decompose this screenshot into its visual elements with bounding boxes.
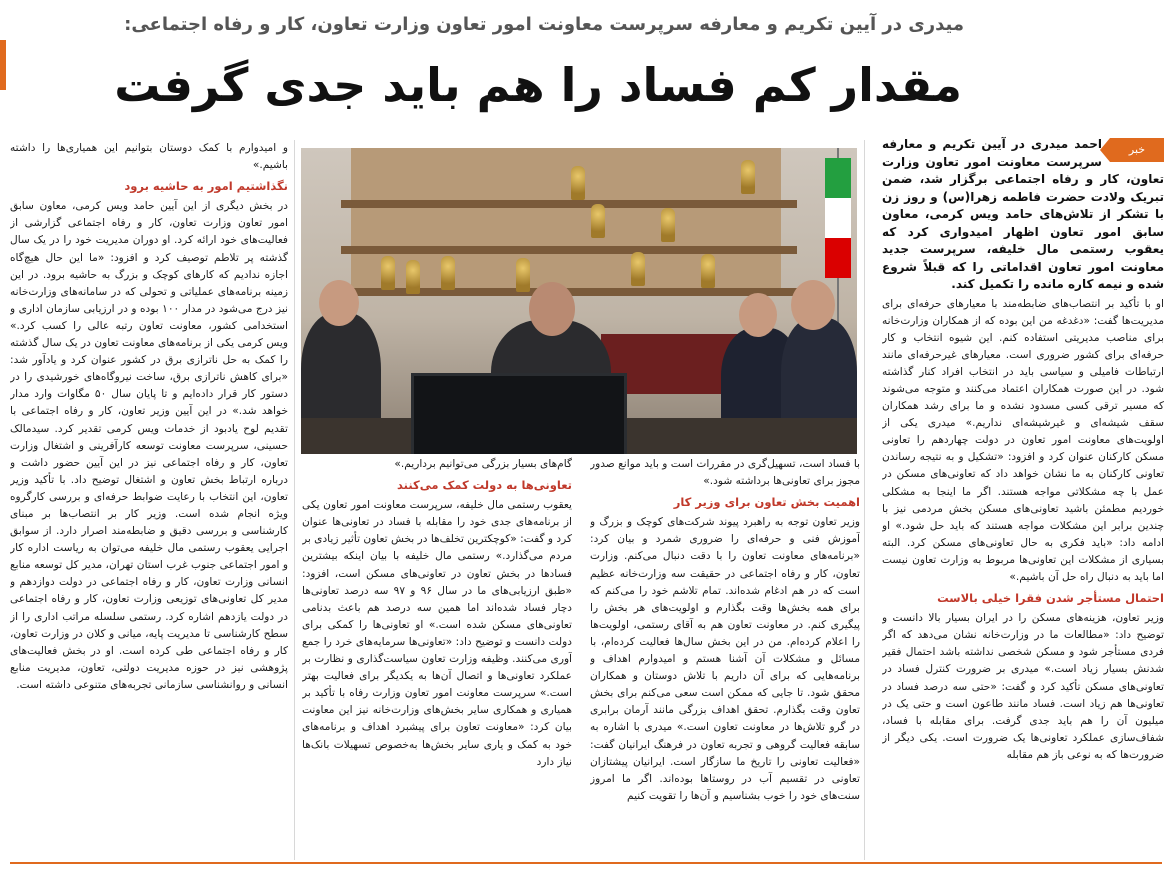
paragraph: او با تأکید بر انتصاب‌های ضابطه‌مند با معیارهای حرفه‌ای برای مدیریت‌ها گفت: «دغدغه من این بوده که از همکاران وزارت‌خانه برای مناصب مدیریتی استفاده کنم. این شیوه انتخاب و کار حرفه‌ای برای کشور ضروری است. معیارهای غیرحرفه‌ای مانند ارتباطات فامیلی و سیاسی باید در انتخاب افراد کنار گذاشته شود. در این صورت همکاران اعتماد می‌کنند و متوجه می‌شوند که مسیر ترقی کسی مسدود نشده و ما برای رشد همکاران سقف شیشه‌ای و غیرشیشه‌ای نداریم.» میدری یکی از اولویت‌های معاونت امور تعاون در دولت چهاردهم را تعاونی مسکن کارکنان عنوان کرد و افزود: «تشکیل و به نتیجه رساندن تعاونی کارکنان به ما نشان خواهد داد که تعاونی‌های مسکن در عمل با چه مشکلاتی مواجه هستند. اگر ما اینجا به مشکلی خوردیم مطمئن باشید تعاونی‌های مسکن بخش مردمی نیز با چندین برابر این مشکلات مواجه هستند که باید حل شود.» او ادامه داد: «باید فکری به حال تعاونی‌های مسکن کرد. البته بسیاری از مشکلات این تعاونی‌ها مربوط به وزارت تعاون نیست اما باید به دنبال راه حل آن باشیم.» [882,297,1164,583]
trophy [571,166,585,200]
paragraph: گام‌های بسیار بزرگی می‌توانیم برداریم.» [394,458,572,470]
paragraph: با فساد است، تسهیل‌گری در مقررات است و باید موانع صدور مجوز برای تعاونی‌ها برداشته شود.» [590,458,860,488]
headline: مقدار کم فساد را هم باید جدی گرفت [114,58,962,112]
article-column-mid-right [590,456,860,858]
trophy [591,204,605,238]
article-column-mid-left [302,456,572,858]
trophy [701,254,715,288]
paragraph: در بخش دیگری از این آیین حامد ویس کرمی، معاون سابق امور تعاون وزارت تعاون، کار و رفاه اجتماعی گزارشی از فعالیت‌های خود ارائه کرد. او دوران مدیریت خود را در یک سال گذشته پر تلاطم توصیف کرد و افزود: «ما این حال هیچ‌گاه اجازه ندادیم که کارهای کوچک و بزرگ به حاشیه برود. در این زمینه برنامه‌های عملیاتی و تحولی که در سامانه‌های وزارت‌خانه نیز درج می‌شود در مدار ۱۰۰ بوده و در ارزیابی سازمان اداری و استخدامی کشور، معاونت تعاون رتبه عالی را کسب کرد.» ویس کرمی یکی از برنامه‌های معاونت تعاون در یک سال گذشته را کمک به حل ناترازی برق در کشور عنوان کرد و یادآور شد: «برای کاهش ناترازی برق، ساخت نیروگاه‌های خورشیدی را در دستور کار قرار داده‌ایم و تا پایان سال ۵۰ مگاوات وارد مدار خواهد شد.» در این آیین وزیر تعاون، کار و رفاه اجتماعی با تقدیم لوح یادبود از خدمات ویس کرمی تقدیر کرد. سیدمالک حسینی، سرپرست معاونت توسعه کارآفرینی و اشتغال وزارت تعاون، کار و رفاه اجتماعی نیز در این آیین حضور داشت و درباره ارتباط بخش تعاون و اشتغال توضیح داد. با تأکید وزیر تعاون، این انتخاب با رعایت ضوابط حرفه‌ای و بررسی کارگروه ویژه انجام شده است. وزیر کار بر انتصاب‌ها بر مبنای کارشناسی و بررسی دقیق و ضابطه‌مند اصرار دارد. از سوابق اجرایی یعقوب رستمی مال خلیفه می‌توان به ریاست اداره کار و امور اجتماعی جنوب غرب استان تهران، مدیر کل توسعه منابع انسانی وزارت تعاون، کار و رفاه اجتماعی در دولت دوازدهم و مدیر کل تعاونی‌های توزیعی وزارت تعاون، کار و رفاه اجتماعی در دولت یازدهم اشاره کرد. رستمی سلسله مراتب اداری را از سطح کارشناسی تا مدیریت پایه، میانی و کلان در وزارت تعاون، کار و رفاه اجتماعی طی کرده است. او در بخش فعالیت‌های پژوهشی نیز در حوزه مدیریت دولتی، تعاون، مدیریت منابع انسانی و روانشناسی سازمانی تجربه‌های متنوعی داشته است. [10,200,288,691]
edge-marker [0,40,6,90]
person-head [791,280,835,330]
person-head [739,293,777,337]
article-column-left [10,140,288,858]
bottom-rule [10,862,1162,864]
person-head [529,282,575,336]
subheading: تعاونی‌ها به دولت کمک می‌کنند [396,478,572,493]
trophy [406,260,420,294]
subheading: نگذاشتیم امور به حاشیه برود [124,179,288,194]
trophy [631,252,645,286]
shelf [341,246,797,254]
news-tag: خبر [1110,138,1164,162]
kicker: میدری در آیین تکریم و معارفه سرپرست معاونت امور تعاون وزارت تعاون، کار و رفاه اجتماعی: [124,14,964,35]
column-divider [864,140,865,860]
trophy [381,256,395,290]
subheading: احتمال مستأجر شدن فقرا خیلی بالاست [937,591,1164,606]
trophy [741,160,755,194]
paragraph: یعقوب رستمی مال خلیفه، سرپرست معاونت امور تعاون یکی از برنامه‌های جدی خود را مقابله با فساد در تعاونی‌ها عنوان کرد و گفت: «کوچکترین تخلف‌ها در بخش تعاون تأثیر زیادی بر مردم می‌گذارد.» رستمی مال خلیفه با بیان اینکه بیشترین فسادها در بخش تعاون در تعاونی‌های مسکن است، افزود: «طبق ارزیابی‌های ما در سال ۹۶ و ۹۷ سه درصد تعاونی‌ها دچار فساد شده‌اند اما همین سه درصد هم باعث بدنامی تعاونی‌های مسکن شده است.» او تعاونی‌ها را کمکی برای دولت دانست و توضیح داد: «تعاونی‌ها سرمایه‌های خرد را جمع آوری می‌کنند. وظیفه وزارت تعاون سیاست‌گذاری و نظارت بر عملکرد تعاونی‌ها و اتصال آن‌ها به یکدیگر برای فعالیت بهتر است.» سرپرست معاونت امور تعاون وزارت رفاه با تأکید بر همیاری و همکاری سایر بخش‌های وزارت‌خانه نیز این معاونت بیان کرد: «معاونت تعاون برای پیشبرد اهداف و برنامه‌های خود به کمک و یاری سایر بخش‌ها به‌خصوص تسهیلات بانک‌ها نیاز دارد [302,499,572,768]
shelf [341,200,797,208]
paragraph: وزیر تعاون، هزینه‌های مسکن را در ایران بسیار بالا دانست و توضیح داد: «مطالعات ما در وزارت‌خانه نشان می‌دهد که اگر فردی مستأجر شود و مسکن شخصی نداشته باشد احتمال فقیر شدنش بسیار زیاد است.» میدری بر ضرورت کنترل فساد در تعاونی‌های مسکن تأکید کرد و گفت: «حتی سه درصد فساد در تعاونی‌ها هم زیاد است. فساد مانند طاعون است و حتی یک در میلیون آن را هم باید جدی گرفت. برای مقابله با فساد، شفاف‌سازی عملکرد تعاونی‌ها یک ضرورت است. یکی دیگر از ضرورت‌ها که به نوعی باز هم مقابله [882,612,1164,761]
subheading: اهمیت بخش تعاون برای وزیر کار [673,495,860,510]
trophy [441,256,455,290]
paragraph: و امیدوارم با کمک دوستان بتوانیم این همیاری‌ها را داشته باشیم.» [10,142,288,172]
trophy [661,208,675,242]
article-column-right [882,136,1164,858]
lead-paragraph: احمد میدری در آیین تکریم و معارفه سرپرست معاونت امور تعاون وزارت تعاون، کار و رفاه اجتماعی برگزار شد، ضمن تبریک ولادت حضرت فاطمه زهرا(س) و روز زن با تشکر از تلاش‌های حامد ویس کرمی، معاون سابق امور تعاون اظهار امیدواری کرد که یعقوب رستمی مال خلیفه، سرپرست جدید معاونت امور تعاون اقداماتی را که قبلاً شروع شده و نیمه کاره مانده را تکمیل کند. [882,137,1164,291]
article-photo [301,148,857,454]
column-divider [294,140,295,860]
person-head [319,280,359,326]
monitor [411,373,627,454]
paragraph: وزیر تعاون توجه به راهبرد پیوند شرکت‌های کوچک و بزرگ و آموزش فنی و حرفه‌ای را ضروری شمرد و بیان کرد: «برنامه‌های معاونت تعاون را با دقت دنبال می‌کنم. وزارت تعاون، کار و رفاه اجتماعی در حقیقت سه وزارت‌خانه عظیم است که در هم ادغام شده‌اند. تمام تلاشم خود را می‌کنم که برای همه بخش‌ها وقت بگذارم و اولویت‌های هر بخش را پیگیری کنم. در معاونت تعاون هم به آقای رستمی، اولویت‌ها را اعلام کرده‌ام. من در این بخش سال‌ها فعالیت کرده‌ام، با مسائل و مشکلات آن آشنا هستم و امیدوارم اهداف و برنامه‌هایی که برای آن داریم با تلاش دوستان و همکاران محقق شود. تا جایی که ممکن است سعی می‌کنم برای بخش تعاون وقت بگذارم. تحقق اهداف بزرگی مانند آرمان برابری در گرو تلاش‌ها در معاونت تعاون است.» میدری با اشاره به سابقه فعالیت گروهی و تجربه تعاون در فرهنگ ایرانیان گفت: «فعالیت تعاونی را تاریخ ما ساز‌گار است. ایرانیان پیشتازان تعاونی در تقسیم آب در روستاها بوده‌اند. اگر ما امروز سنت‌های خود را خوب بشناسیم و آن‌ها را تقویت کنیم [590,516,860,802]
trophy [516,258,530,292]
